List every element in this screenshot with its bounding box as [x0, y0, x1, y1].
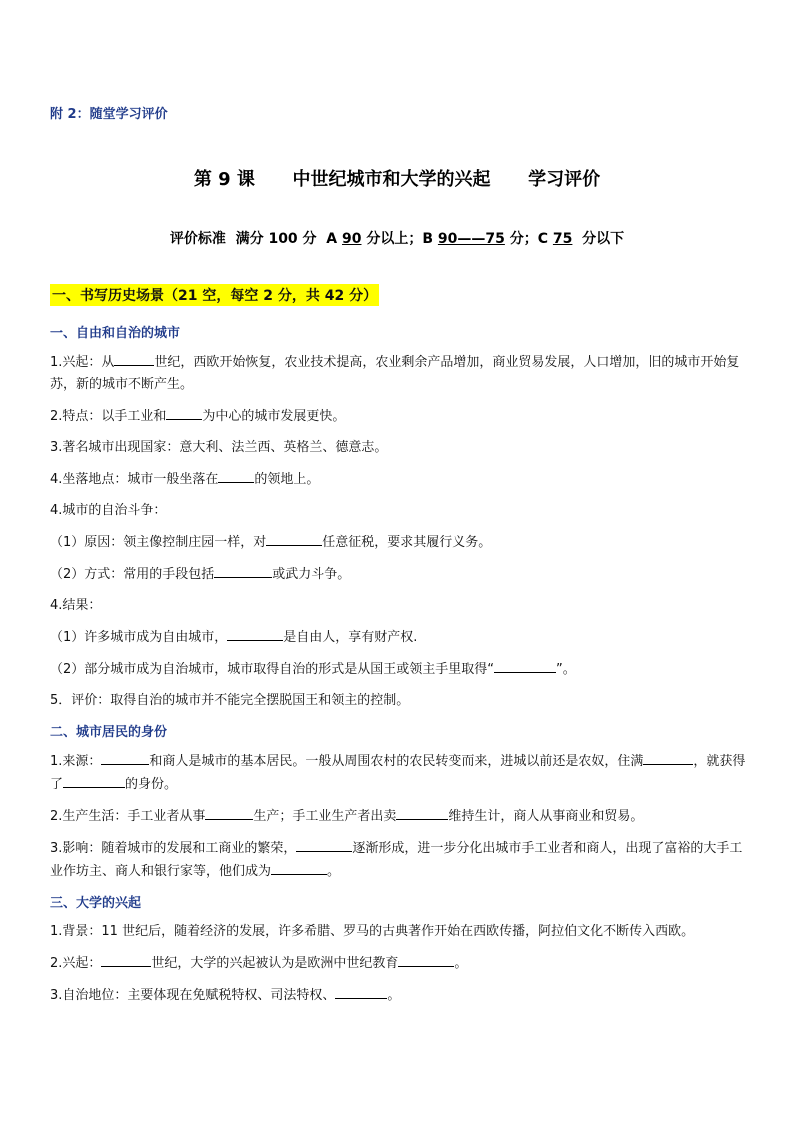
- item-method: （2）方式：常用的手段包括 或武力斗争。: [50, 563, 750, 586]
- item-countries: 3.著名城市出现国家：意大利、法兰西、英格兰、德意志。: [50, 440, 388, 455]
- appendix-label: 附 2：随堂学习评价: [50, 107, 168, 122]
- item-result: 4.结果：: [50, 598, 102, 613]
- item-autonomy-status: 3.自治地位：主要体现在免赋税特权、司法特权、 。: [50, 984, 750, 1007]
- fill-blank[interactable]: [166, 405, 202, 420]
- section-heading-free-cities: 一、自由和自治的城市: [50, 326, 181, 341]
- grade-b-range: 90——75: [437, 231, 505, 247]
- item-university-rise: 2.兴起： 世纪，大学的兴起被认为是欧洲中世纪教育 。: [50, 952, 750, 975]
- item-self-governing: （2）部分城市成为自治城市，城市取得自治的形式是从国王或领主手里取得“ ”。: [50, 658, 750, 681]
- fill-blank[interactable]: [214, 563, 272, 578]
- evaluation-criteria: [0, 228, 794, 248]
- fill-blank[interactable]: [218, 468, 254, 483]
- item-cause: （1）原因：领主像控制庄园一样，对 任意征税，要求其履行义务。: [50, 531, 750, 554]
- fill-blank[interactable]: [643, 750, 693, 765]
- fill-blank[interactable]: [114, 351, 154, 366]
- item-location: 4.坐落地点：城市一般坐落在 的领地上。: [50, 468, 750, 491]
- item-rise: 1.兴起：从 世纪，西欧开始恢复，农业技术提高，农业剩余产品增加，商业贸易发展，人口增加，旧的城市开始复苏，新的城市不断产生。: [50, 351, 750, 396]
- fill-blank[interactable]: [205, 805, 253, 820]
- fill-blank[interactable]: [227, 626, 283, 641]
- item-production: 2.生产生活：手工业者从事 生产；手工业生产者出卖 维持生计，商人从事商业和贸易。: [50, 805, 750, 828]
- fill-blank[interactable]: [63, 773, 125, 788]
- section-heading-universities: 三、大学的兴起: [50, 896, 142, 911]
- criteria-label: 评价标准 满分 100 分 A: [169, 231, 343, 247]
- item-autonomy-struggle: 4.城市的自治斗争：: [50, 503, 167, 518]
- fill-blank[interactable]: [494, 658, 556, 673]
- criteria-mid2: 分；C: [504, 231, 553, 247]
- page-title: 第 9 课 中世纪城市和大学的兴起 学习评价: [193, 169, 601, 190]
- fill-blank[interactable]: [396, 805, 448, 820]
- fill-blank[interactable]: [101, 750, 149, 765]
- criteria-end: 分以下: [572, 231, 625, 247]
- item-origin: 1.来源： 和商人是城市的基本居民。一般从周围农村的农民转变而来，进城以前还是农奴，住满 ，就获得了 的身份。: [50, 750, 750, 796]
- main-section-heading: 一、书写历史场景（21 空，每空 2 分，共 42 分）: [50, 284, 379, 306]
- item-background: 1.背景：11 世纪后，随着经济的发展，许多希腊、罗马的古典著作开始在西欧传播，阿拉伯文化不断传入西欧。: [50, 924, 695, 939]
- fill-blank[interactable]: [101, 952, 151, 967]
- section-heading-residents: 二、城市居民的身份: [50, 725, 168, 740]
- fill-blank[interactable]: [296, 837, 352, 852]
- fill-blank[interactable]: [271, 860, 327, 875]
- item-impact: 3.影响：随着城市的发展和工商业的繁荣， 逐渐形成，进一步分化出城市手工业者和商人，出现了富裕的大手工业作坊主、商人和银行家等，他们成为 。: [50, 837, 750, 883]
- worksheet-body: [50, 284, 750, 1016]
- grade-c-score: 75: [552, 231, 573, 247]
- fill-blank[interactable]: [398, 952, 454, 967]
- fill-blank[interactable]: [266, 531, 322, 546]
- item-free-cities: （1）许多城市成为自由城市， 是自由人，享有财产权.: [50, 626, 750, 649]
- grade-a-score: 90: [342, 231, 362, 247]
- fill-blank[interactable]: [335, 984, 387, 999]
- item-evaluation: 5．评价：取得自治的城市并不能完全摆脱国王和领主的控制。: [50, 693, 410, 708]
- item-features: 2.特点：以手工业和 为中心的城市发展更快。: [50, 405, 750, 428]
- criteria-mid1: 分以上；B: [361, 231, 438, 247]
